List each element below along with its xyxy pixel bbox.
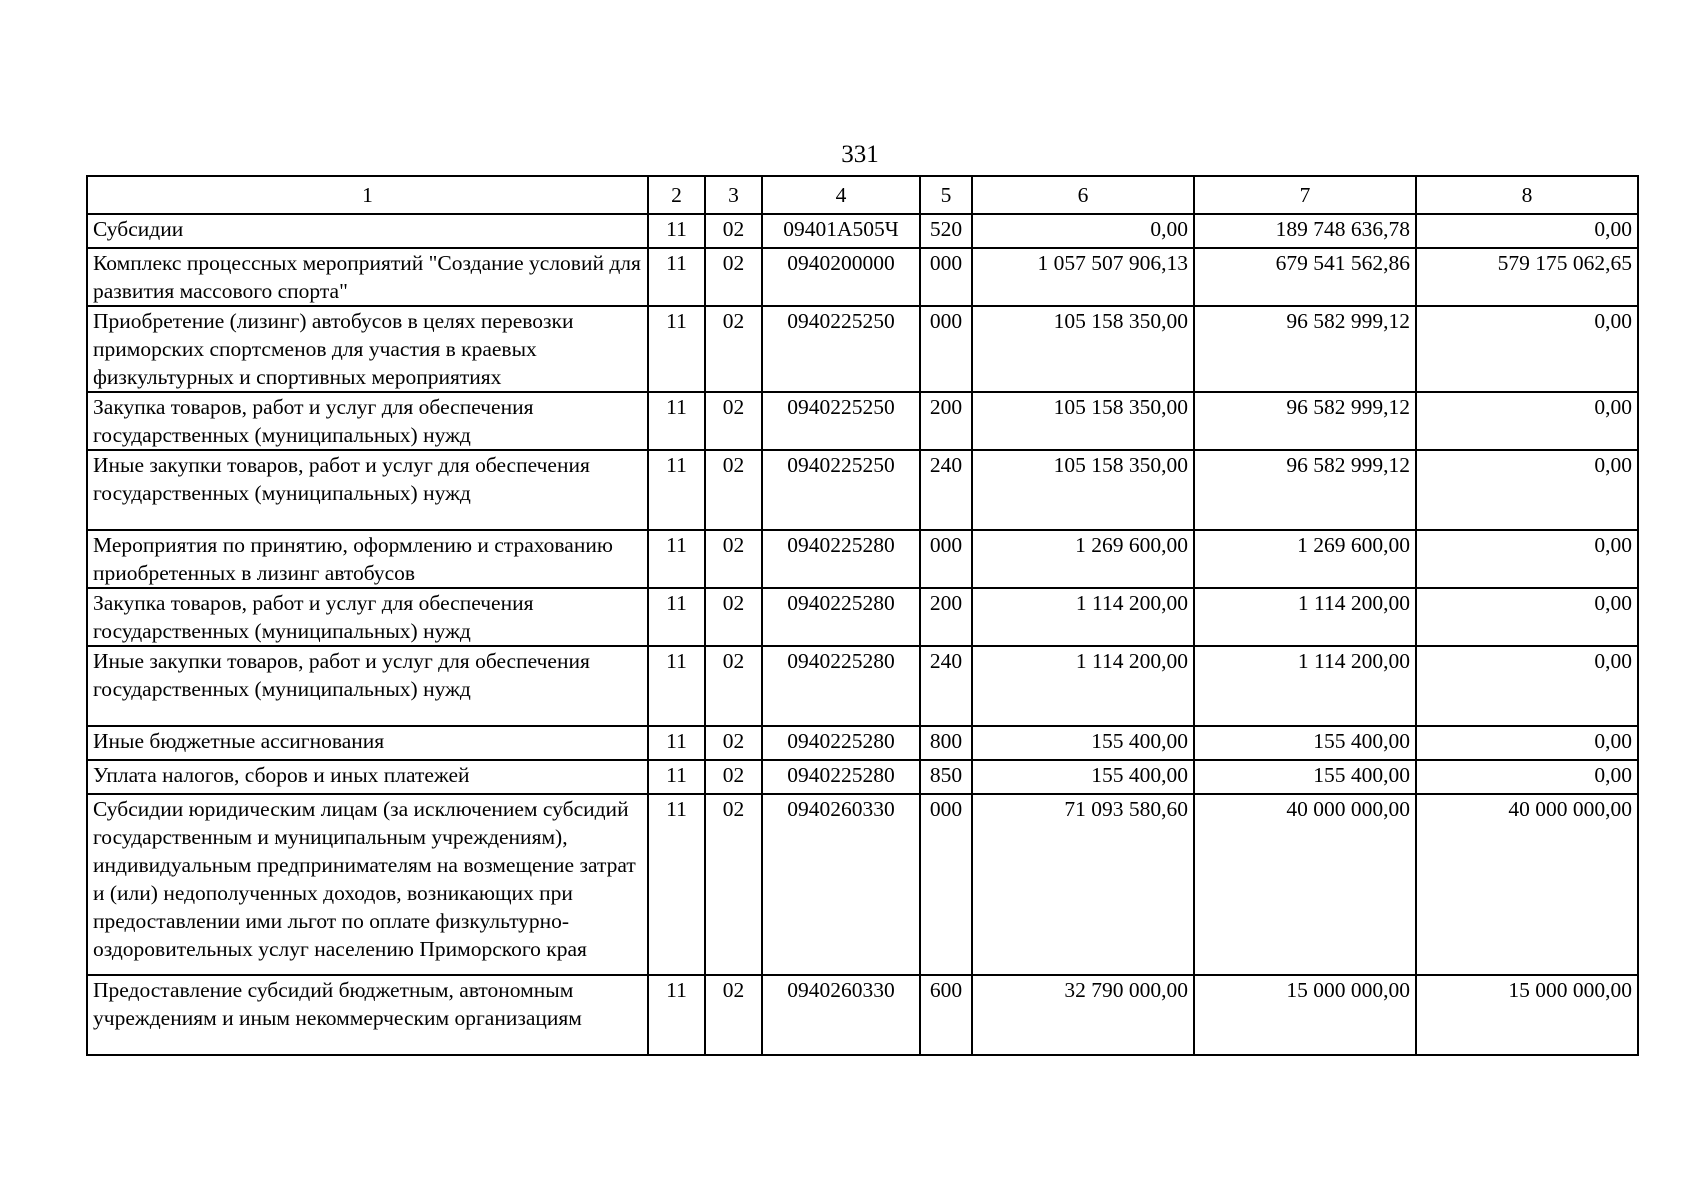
- table-row: [87, 530, 1638, 588]
- table-row: [87, 588, 1638, 646]
- target-article-cell: 0940225280: [762, 726, 920, 760]
- expense-type-cell: 520: [920, 214, 972, 248]
- expense-type-cell: 000: [920, 794, 972, 975]
- header-cell: 7: [1194, 176, 1416, 214]
- header-row: [87, 176, 1638, 214]
- amount-col8-cell: 40 000 000,00: [1416, 794, 1638, 975]
- amount-col7-cell: 679 541 562,86: [1194, 248, 1416, 306]
- amount-col6-cell: 1 269 600,00: [972, 530, 1194, 588]
- amount-col8-cell: 0,00: [1416, 392, 1638, 450]
- amount-col7-cell: 15 000 000,00: [1194, 975, 1416, 1055]
- amount-col6-cell: 155 400,00: [972, 760, 1194, 794]
- target-article-cell: 09401А505Ч: [762, 214, 920, 248]
- section-code-cell: 11: [648, 306, 705, 392]
- expense-type-cell: 240: [920, 646, 972, 726]
- header-cell: 5: [920, 176, 972, 214]
- expense-type-cell: 600: [920, 975, 972, 1055]
- table-row: [87, 248, 1638, 306]
- section-code-cell: 11: [648, 726, 705, 760]
- amount-col7-cell: 1 114 200,00: [1194, 646, 1416, 726]
- item-name-cell: Иные закупки товаров, работ и услуг для обеспечения государственных (муниципальных) нужд: [87, 646, 648, 726]
- section-code-cell: 11: [648, 588, 705, 646]
- table-row: [87, 760, 1638, 794]
- subsection-code-cell: 02: [705, 646, 762, 726]
- amount-col8-cell: 579 175 062,65: [1416, 248, 1638, 306]
- header-cell: 8: [1416, 176, 1638, 214]
- amount-col8-cell: 15 000 000,00: [1416, 975, 1638, 1055]
- target-article-cell: 0940225280: [762, 760, 920, 794]
- item-name-cell: Закупка товаров, работ и услуг для обеспечения государственных (муниципальных) нужд: [87, 588, 648, 646]
- amount-col6-cell: 155 400,00: [972, 726, 1194, 760]
- subsection-code-cell: 02: [705, 306, 762, 392]
- header-cell: 6: [972, 176, 1194, 214]
- target-article-cell: 0940225280: [762, 588, 920, 646]
- amount-col6-cell: 32 790 000,00: [972, 975, 1194, 1055]
- amount-col6-cell: 1 114 200,00: [972, 588, 1194, 646]
- amount-col6-cell: 1 114 200,00: [972, 646, 1194, 726]
- subsection-code-cell: 02: [705, 248, 762, 306]
- target-article-cell: 0940225280: [762, 646, 920, 726]
- amount-col6-cell: 105 158 350,00: [972, 392, 1194, 450]
- section-code-cell: 11: [648, 392, 705, 450]
- amount-col7-cell: 1 269 600,00: [1194, 530, 1416, 588]
- item-name-cell: Иные закупки товаров, работ и услуг для обеспечения государственных (муниципальных) нужд: [87, 450, 648, 530]
- subsection-code-cell: 02: [705, 794, 762, 975]
- item-name-cell: Приобретение (лизинг) автобусов в целях перевозки приморских спортсменов для участия в краевых физкультурных и спортивных мероприятиях: [87, 306, 648, 392]
- amount-col8-cell: 0,00: [1416, 450, 1638, 530]
- subsection-code-cell: 02: [705, 975, 762, 1055]
- expense-type-cell: 240: [920, 450, 972, 530]
- expense-type-cell: 000: [920, 248, 972, 306]
- table-row: [87, 450, 1638, 530]
- amount-col7-cell: 155 400,00: [1194, 760, 1416, 794]
- header-cell: 2: [648, 176, 705, 214]
- expense-type-cell: 200: [920, 588, 972, 646]
- subsection-code-cell: 02: [705, 726, 762, 760]
- amount-col8-cell: 0,00: [1416, 726, 1638, 760]
- section-code-cell: 11: [648, 975, 705, 1055]
- expense-type-cell: 000: [920, 306, 972, 392]
- expense-type-cell: 000: [920, 530, 972, 588]
- item-name-cell: Уплата налогов, сборов и иных платежей: [87, 760, 648, 794]
- amount-col6-cell: 105 158 350,00: [972, 306, 1194, 392]
- expense-type-cell: 200: [920, 392, 972, 450]
- table-row: [87, 392, 1638, 450]
- table-row: [87, 726, 1638, 760]
- amount-col8-cell: 0,00: [1416, 646, 1638, 726]
- target-article-cell: 0940225250: [762, 450, 920, 530]
- item-name-cell: Мероприятия по принятию, оформлению и страхованию приобретенных в лизинг автобусов: [87, 530, 648, 588]
- subsection-code-cell: 02: [705, 760, 762, 794]
- amount-col6-cell: 1 057 507 906,13: [972, 248, 1194, 306]
- subsection-code-cell: 02: [705, 450, 762, 530]
- amount-col8-cell: 0,00: [1416, 306, 1638, 392]
- table-row: [87, 794, 1638, 975]
- section-code-cell: 11: [648, 646, 705, 726]
- amount-col7-cell: 96 582 999,12: [1194, 392, 1416, 450]
- target-article-cell: 0940225250: [762, 392, 920, 450]
- item-name-cell: Субсидии юридическим лицам (за исключением субсидий государственным и муниципальным учреждениям), индивидуальным предпринимателям на возмещение затрат и (или) недополученных доходов, возникающих при предоставлении ими льгот по оплате физкультурно-оздоровительных услуг населению Приморского края: [87, 794, 648, 975]
- subsection-code-cell: 02: [705, 530, 762, 588]
- amount-col7-cell: 96 582 999,12: [1194, 306, 1416, 392]
- table-row: [87, 306, 1638, 392]
- amount-col8-cell: 0,00: [1416, 588, 1638, 646]
- budget-table: [86, 175, 1639, 1056]
- amount-col7-cell: 96 582 999,12: [1194, 450, 1416, 530]
- expense-type-cell: 850: [920, 760, 972, 794]
- amount-col6-cell: 71 093 580,60: [972, 794, 1194, 975]
- section-code-cell: 11: [648, 530, 705, 588]
- section-code-cell: 11: [648, 794, 705, 975]
- page-number: 331: [841, 141, 879, 168]
- amount-col7-cell: 155 400,00: [1194, 726, 1416, 760]
- item-name-cell: Комплекс процессных мероприятий "Создание условий для развития массового спорта": [87, 248, 648, 306]
- item-name-cell: Закупка товаров, работ и услуг для обеспечения государственных (муниципальных) нужд: [87, 392, 648, 450]
- amount-col6-cell: 105 158 350,00: [972, 450, 1194, 530]
- table-row: [87, 646, 1638, 726]
- table-row: [87, 214, 1638, 248]
- item-name-cell: Иные бюджетные ассигнования: [87, 726, 648, 760]
- header-cell: 1: [87, 176, 648, 214]
- amount-col7-cell: 189 748 636,78: [1194, 214, 1416, 248]
- section-code-cell: 11: [648, 450, 705, 530]
- section-code-cell: 11: [648, 214, 705, 248]
- item-name-cell: Субсидии: [87, 214, 648, 248]
- amount-col8-cell: 0,00: [1416, 760, 1638, 794]
- amount-col7-cell: 40 000 000,00: [1194, 794, 1416, 975]
- subsection-code-cell: 02: [705, 392, 762, 450]
- amount-col6-cell: 0,00: [972, 214, 1194, 248]
- expense-type-cell: 800: [920, 726, 972, 760]
- section-code-cell: 11: [648, 248, 705, 306]
- amount-col8-cell: 0,00: [1416, 214, 1638, 248]
- subsection-code-cell: 02: [705, 588, 762, 646]
- amount-col8-cell: 0,00: [1416, 530, 1638, 588]
- subsection-code-cell: 02: [705, 214, 762, 248]
- target-article-cell: 0940260330: [762, 975, 920, 1055]
- target-article-cell: 0940225250: [762, 306, 920, 392]
- target-article-cell: 0940225280: [762, 530, 920, 588]
- target-article-cell: 0940200000: [762, 248, 920, 306]
- table-row: [87, 975, 1638, 1055]
- header-cell: 3: [705, 176, 762, 214]
- item-name-cell: Предоставление субсидий бюджетным, автономным учреждениям и иным некоммерческим организациям: [87, 975, 648, 1055]
- amount-col7-cell: 1 114 200,00: [1194, 588, 1416, 646]
- header-cell: 4: [762, 176, 920, 214]
- target-article-cell: 0940260330: [762, 794, 920, 975]
- table-body: [87, 214, 1638, 1055]
- section-code-cell: 11: [648, 760, 705, 794]
